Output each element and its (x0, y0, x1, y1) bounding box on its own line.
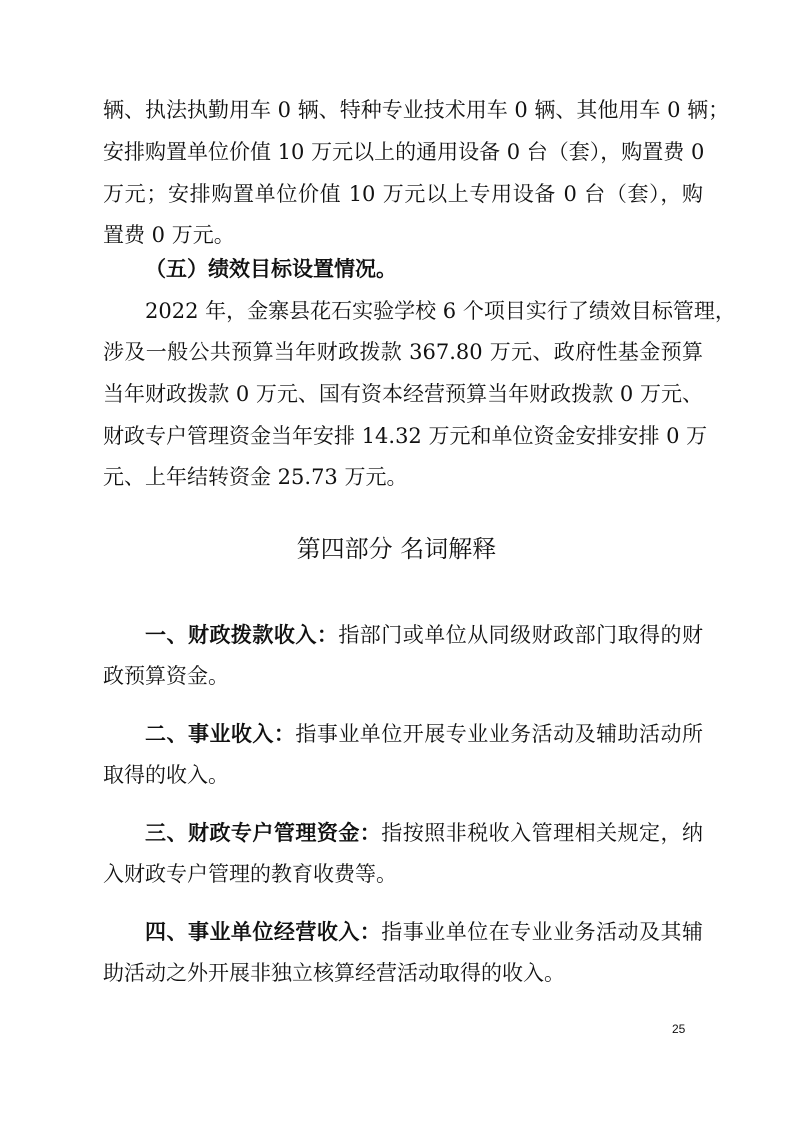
term-1-second-line: 政预算资金。 (103, 664, 229, 688)
term-3-lead: 三、财政专户管理资金： (145, 821, 382, 845)
vehicles-line-2: 安排购置单位价值 10 万元以上的通用设备 0 台（套），购置费 0 (103, 140, 705, 164)
vehicles-line-4: 置费 0 万元。 (103, 223, 235, 247)
term-2-second-line: 取得的收入。 (103, 763, 229, 787)
performance-line-5: 元、上年结转资金 25.73 万元。 (103, 465, 408, 489)
section-five-heading: （五）绩效目标设置情况。 (145, 256, 397, 281)
term-4-second-line: 助活动之外开展非独立核算经营活动取得的收入。 (103, 961, 565, 985)
vehicles-line-3: 万元；安排购置单位价值 10 万元以上专用设备 0 台（套），购 (103, 182, 703, 206)
term-2-first-line (145, 719, 703, 749)
term-4-lead: 四、事业单位经营收入： (145, 920, 382, 944)
term-3-definition: 指按照非税收入管理相关规定，纳 (381, 821, 703, 845)
performance-line-3: 当年财政拨款 0 万元、国有资本经营预算当年财政拨款 0 万元、 (103, 382, 703, 406)
performance-line-2: 涉及一般公共预算当年财政拨款 367.80 万元、政府性基金预算 (103, 340, 703, 364)
page-number: 25 (672, 1022, 686, 1036)
term-2-definition: 指事业单位开展专业业务活动及辅助活动所 (295, 722, 703, 746)
term-2-lead: 二、事业收入： (145, 722, 296, 746)
vehicles-line-1: 辆、执法执勤用车 0 辆、特种专业技术用车 0 辆、其他用车 0 辆； (103, 98, 730, 122)
term-4-definition: 指事业单位在专业业务活动及其辅 (381, 920, 703, 944)
term-4-first-line (145, 917, 703, 947)
term-1-lead: 一、财政拨款收入： (145, 623, 339, 647)
term-3-second-line: 入财政专户管理的教育收费等。 (103, 862, 397, 886)
part-four-title: 第四部分 名词解释 (296, 535, 497, 563)
term-3-first-line (145, 818, 703, 848)
performance-line-1: 2022 年，金寨县花石实验学校 6 个项目实行了绩效目标管理， (145, 299, 736, 323)
performance-line-4: 财政专户管理资金当年安排 14.32 万元和单位资金安排安排 0 万 (103, 424, 708, 448)
term-1-first-line (145, 620, 703, 650)
term-1-definition: 指部门或单位从同级财政部门取得的财 (338, 623, 704, 647)
